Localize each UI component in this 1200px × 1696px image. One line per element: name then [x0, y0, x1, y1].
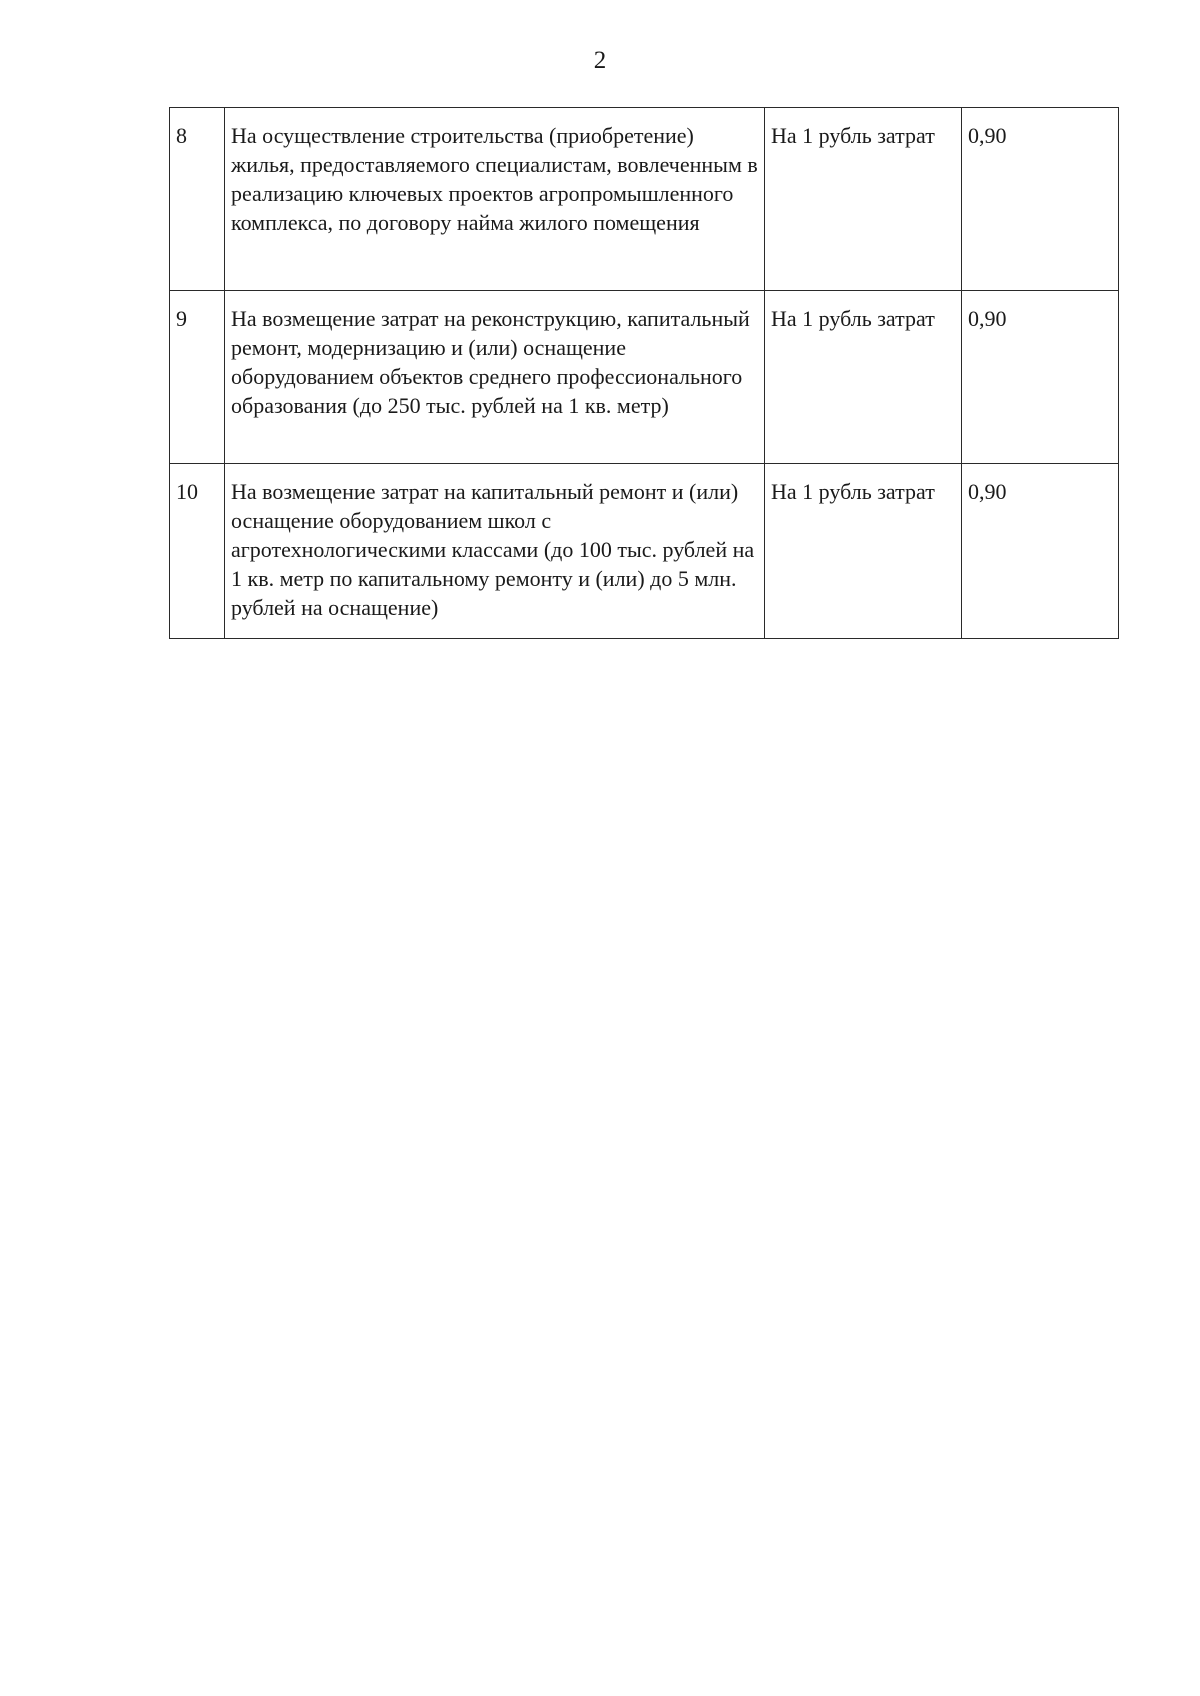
cost-coefficient-table	[169, 107, 1119, 639]
row-number: 9	[170, 291, 225, 464]
row-value: 0,90	[962, 108, 1119, 291]
page-number: 2	[593, 47, 607, 74]
row-description: На возмещение затрат на реконструкцию, капитальный ремонт, модернизацию и (или) оснащение оборудованием объектов среднего профессионального образования (до 250 тыс. рублей на 1 кв. метр)	[225, 291, 765, 464]
row-unit: На 1 рубль затрат	[765, 291, 962, 464]
table-row	[170, 108, 1119, 291]
row-value: 0,90	[962, 464, 1119, 639]
row-description: На осуществление строительства (приобретение) жилья, предоставляемого специалистам, вовлеченным в реализацию ключевых проектов агропромышленного комплекса, по договору найма жилого помещения	[225, 108, 765, 291]
row-number: 10	[170, 464, 225, 639]
table-row	[170, 291, 1119, 464]
table-row	[170, 464, 1119, 639]
row-value: 0,90	[962, 291, 1119, 464]
row-unit: На 1 рубль затрат	[765, 108, 962, 291]
row-unit: На 1 рубль затрат	[765, 464, 962, 639]
row-number: 8	[170, 108, 225, 291]
row-description: На возмещение затрат на капитальный ремонт и (или) оснащение оборудованием школ с агротехнологическими классами (до 100 тыс. рублей на 1 кв. метр по капитальному ремонту и (или) до 5 млн. рублей на оснащение)	[225, 464, 765, 639]
